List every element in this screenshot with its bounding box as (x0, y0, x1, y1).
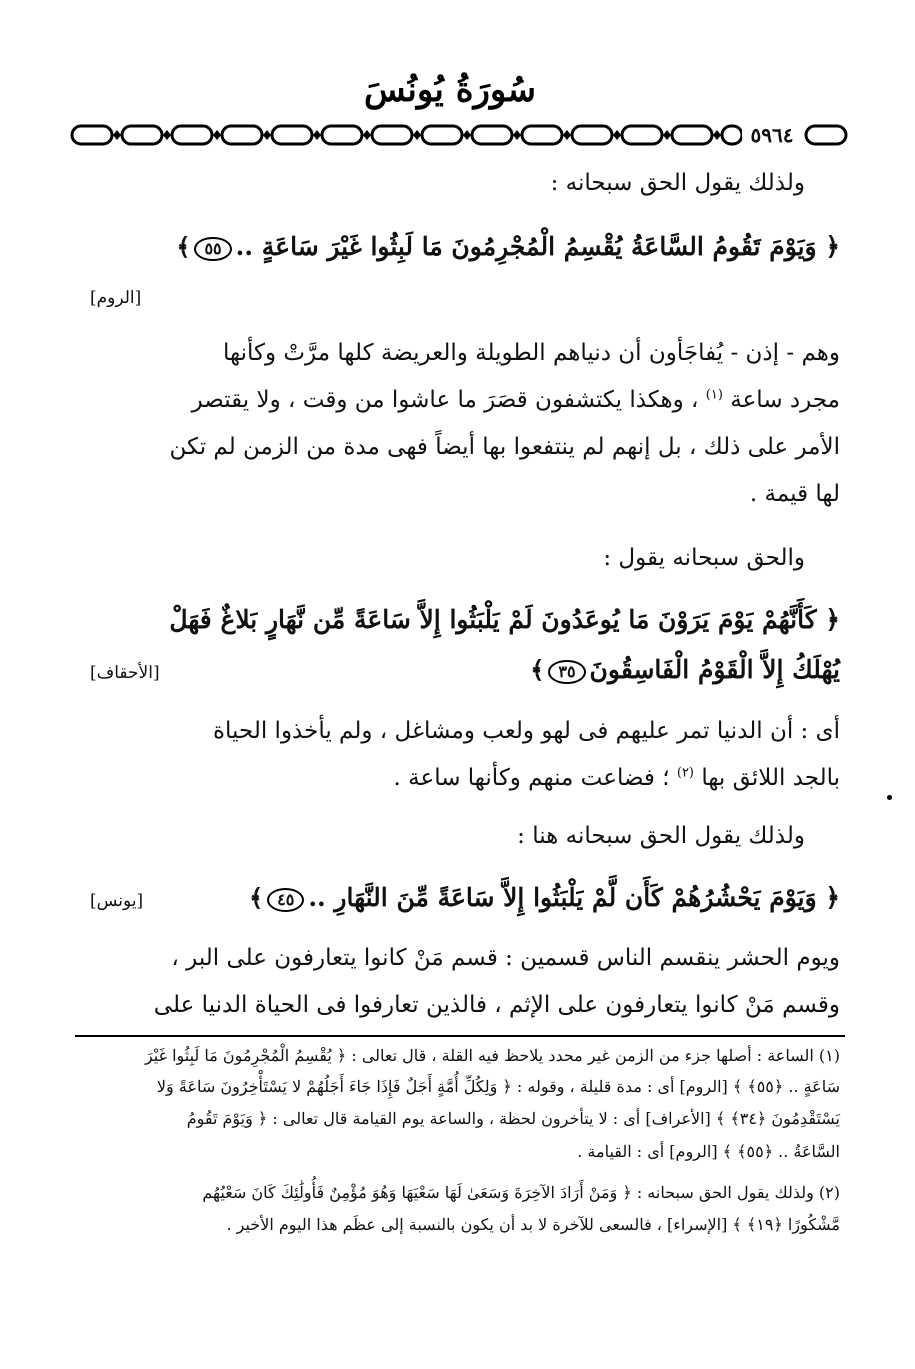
paragraph-2-line-4: لها قيمة . (749, 481, 840, 507)
paragraph-4-line-1: أى : أن الدنيا تمر عليهم فى لهو ولعب ومشاغل ، ولم يأخذوا الحياة (213, 718, 840, 744)
paragraph-intro-1: ولذلك يقول الحق سبحانه : (550, 170, 805, 196)
paragraph-4-line-2 (394, 765, 840, 791)
ayah-number-mark: ٣٥ (548, 660, 585, 684)
verse-closing-bracket: ﴾ (530, 655, 545, 684)
verse-text: ﴿ وَيَوْمَ يَحْشُرُهُمْ كَأَن لَّمْ يَلْبَثُوا إِلاَّ سَاعَةً مِّنَ النَّهَارِ .. (308, 883, 840, 912)
paragraph-2-line-2 (192, 387, 840, 413)
footnote-1-line-4: السَّاعَةُ .. ﴿٥٥﴾ ﴾ [الروم] أى : القيامة . (577, 1142, 840, 1161)
footnote-1-line-3: يَسْتَقْدِمُونَ ﴿٣٤﴾ ﴾ [الأعراف] أى : لا يتأخرون لحظة ، والساعة يوم القيامة قال تعالى : ﴿ وَيَوْمَ تَقُومُ (186, 1109, 840, 1128)
quran-verse-ahqaf-35-line-1: ﴿ كَأَنَّهُمْ يَوْمَ يَرَوْنَ مَا يُوعَدُونَ لَمْ يَلْبَثُوا إِلاَّ سَاعَةً مِّن نَّهَارٍ بَلاغٌ فَهَلْ (169, 605, 840, 634)
footnote-marker-1: (١) (705, 387, 723, 403)
paragraph-text: ؛ فضاعت منهم وكأنها ساعة . (393, 765, 670, 791)
verse-text: ﴿ وَيَوْمَ تَقُومُ السَّاعَةُ يُقْسِمُ الْمُجْرِمُونَ مَا لَبِثُوا غَيْرَ سَاعَةٍ .. (235, 232, 840, 261)
verse-reference: [الروم] (90, 288, 142, 308)
footnote-separator (75, 1035, 845, 1037)
footnote-1-line-1: (١) الساعة : أصلها جزء من الزمن غير محدد يلاحظ فيه القلة ، قال تعالى : ﴿ يُقْسِمُ الْمُجْرِمُونَ مَا لَبِثُوا غَيْرَ (144, 1046, 840, 1065)
paragraph-text: بالجد اللائق بها (701, 765, 840, 791)
quran-verse-ahqaf-35-line-2 (530, 655, 840, 684)
quran-verse-yunus-45 (249, 883, 840, 912)
paragraph-6-line-1: ويوم الحشر ينقسم الناس قسمين : قسم مَنْ كانوا يتعارفون على البر ، (171, 945, 840, 971)
paragraph-6-line-2: وقسم مَنْ كانوا يتعارفون على الإثم ، فالذين تعارفوا فى الحياة الدنيا على (153, 992, 840, 1018)
page-number: ٥٩٦٤ (742, 124, 802, 146)
quran-verse-rum-55 (176, 232, 840, 261)
verse-reference: [الأحقاف] (90, 663, 160, 683)
paragraph-text: مجرد ساعة (730, 387, 840, 413)
verse-reference: [يونس] (90, 891, 144, 911)
footnote-2-line-1: (٢) ولذلك يقول الحق سبحانه : ﴿ وَمَنْ أَرَادَ الآخِرَةَ وَسَعَىٰ لَهَا سَعْيَهَا وَهُوَ مُؤْمِنٌ فَأُولَٰئِكَ كَانَ سَعْيُهُم (202, 1183, 840, 1202)
verse-text: يُهْلَكُ إِلاَّ الْقَوْمُ الْفَاسِقُونَ (589, 655, 840, 684)
footnote-1-line-2: سَاعَةٍ .. ﴿٥٥﴾ ﴾ [الروم] أى : مدة قليلة ، وقوله : ﴿ وَلِكُلِّ أُمَّةٍ أَجَلٌ فَإِذَا جَاءَ أَجَلُهُمْ لا يَسْتَأْخِرُونَ سَاعَةً وَلا (156, 1077, 840, 1096)
print-speck (887, 795, 892, 800)
paragraph-text: ، وهكذا يكتشفون قصَرَ ما عاشوا من وقت ، ولا يقتصر (191, 387, 699, 413)
header-ornament-border (70, 122, 850, 148)
verse-closing-bracket: ﴾ (176, 232, 191, 261)
ayah-number-mark: ٥٥ (194, 237, 231, 261)
footnote-2-line-2: مَّشْكُورًا ﴿١٩﴾ ﴾ [الإسراء] ، فالسعى للآخرة لا بد أن يكون بالنسبة إلى عظَم هذا اليوم الأخير . (226, 1215, 840, 1234)
paragraph-2-line-1: وهم - إذن - يُفاجَأون أن دنياهم الطويلة والعريضة كلها مرَّتْ وكأنها (223, 340, 840, 366)
paragraph-2-line-3: الأمر على ذلك ، بل إنهم لم ينتفعوا بها أيضاً فهى مدة من الزمن لم تكن (169, 434, 840, 460)
paragraph-intro-2: والحق سبحانه يقول : (603, 545, 805, 571)
surah-title: سُورَةُ يُونُسَ (364, 70, 536, 110)
paragraph-intro-3: ولذلك يقول الحق سبحانه هنا : (517, 823, 805, 849)
ayah-number-mark: ٤٥ (267, 888, 304, 912)
footnote-marker-2: (٢) (676, 765, 694, 781)
verse-closing-bracket: ﴾ (249, 883, 264, 912)
